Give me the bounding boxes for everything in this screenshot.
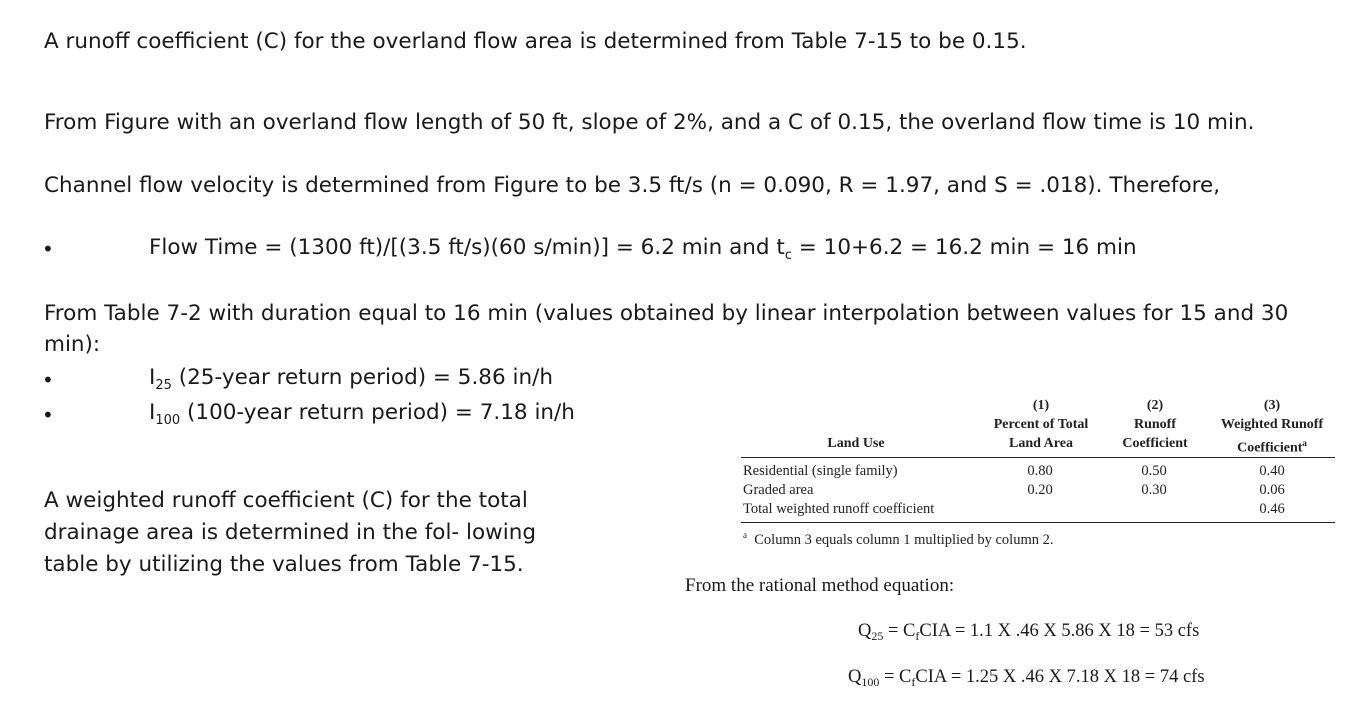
header-land-use: Land Use bbox=[827, 436, 885, 451]
weighted-cell: 0.06 bbox=[1259, 482, 1285, 498]
intensity-25-year bbox=[149, 365, 553, 393]
header-col3-line2 bbox=[1209, 434, 1335, 458]
table-rule-bottom bbox=[741, 522, 1335, 523]
header-col2-line1: Runoff bbox=[1133, 417, 1176, 432]
header-col1 bbox=[978, 396, 1104, 453]
intensity-subscript: 25 bbox=[155, 378, 172, 393]
bullet: • bbox=[42, 368, 54, 392]
intensity-text: (25-year return period) = 5.86 in/h bbox=[171, 365, 553, 390]
equation-rest: CIA = 1.1 X .46 X 5.86 X 18 = 53 cfs bbox=[919, 621, 1200, 641]
equation-q100 bbox=[848, 668, 1205, 687]
paragraph-table-7-2-line1: From Table 7-2 with duration equal to 16 min (values obtained by linear interpolation between values for 15 and 30 bbox=[44, 301, 1289, 326]
bullet: • bbox=[42, 237, 54, 261]
paragraph-channel-flow: Channel flow velocity is determined from Figure to be 3.5 ft/s (n = 0.090, R = 1.97, and S = .018). Therefore, bbox=[44, 173, 1221, 198]
runoff-cell: 0.30 bbox=[1141, 482, 1167, 498]
header-col3-word: Coefficient bbox=[1237, 440, 1303, 456]
header-col3 bbox=[1209, 396, 1335, 458]
q-symbol: Q bbox=[848, 667, 862, 687]
paragraph-runoff-coefficient: A runoff coefficient (C) for the overland flow area is determined from Table 7-15 to be 0.15. bbox=[44, 29, 1027, 54]
header-col2 bbox=[1112, 396, 1198, 453]
equals-c: = C bbox=[879, 667, 912, 687]
paragraph-weighted-line1: A weighted runoff coefficient (C) for the total bbox=[44, 488, 528, 513]
q-symbol: Q bbox=[858, 621, 872, 641]
footnote-mark: a bbox=[743, 530, 747, 540]
equation-rest: CIA = 1.25 X .46 X 7.18 X 18 = 74 cfs bbox=[915, 667, 1205, 687]
paragraph-overland-flow: From Figure with an overland flow length of 50 ft, slope of 2%, and a C of 0.15, the overland flow time is 10 min. bbox=[44, 110, 1255, 135]
footnote-text: Column 3 equals column 1 multiplied by column 2. bbox=[754, 531, 1054, 548]
paragraph-table-7-2-line2: min): bbox=[44, 332, 101, 357]
paragraph-weighted-line2: drainage area is determined in the fol- lowing bbox=[44, 520, 536, 545]
q-subscript: 25 bbox=[871, 629, 884, 643]
flow-time-part-a: Flow Time = (1300 ft)/[(3.5 ft/s)(60 s/min)] = 6.2 min and t bbox=[149, 235, 785, 260]
q-subscript: 100 bbox=[861, 675, 880, 689]
paragraph-weighted-line3: table by utilizing the values from Table 7-15. bbox=[44, 552, 524, 577]
flow-time-equation bbox=[149, 235, 1137, 263]
header-col1-line1: Percent of Total bbox=[993, 417, 1089, 432]
header-col2-line2: Coefficient bbox=[1122, 436, 1188, 451]
percent-cell: 0.80 bbox=[1027, 463, 1053, 479]
equals-c: = C bbox=[883, 621, 916, 641]
header-col3-footnote-mark: a bbox=[1302, 438, 1307, 448]
header-col2-number: (2) bbox=[1146, 398, 1164, 413]
paragraph-table-7-2 bbox=[44, 298, 1334, 361]
paragraph-weighted-coefficient bbox=[44, 485, 564, 581]
intensity-100-year bbox=[149, 400, 575, 428]
header-col1-line2: Land Area bbox=[1009, 436, 1073, 451]
cf-subscript: f bbox=[911, 675, 916, 689]
bullet: • bbox=[42, 403, 54, 427]
intensity-text: (100-year return period) = 7.18 in/h bbox=[180, 400, 575, 425]
header-col1-number: (1) bbox=[1032, 398, 1050, 413]
intensity-subscript: 100 bbox=[155, 413, 181, 428]
intensity-symbol: I bbox=[149, 365, 156, 390]
equation-q25 bbox=[858, 622, 1199, 641]
rational-method-intro: From the rational method equation: bbox=[685, 575, 955, 596]
land-use-cell: Residential (single family) bbox=[743, 463, 898, 479]
runoff-cell: 0.50 bbox=[1141, 463, 1167, 479]
total-label: Total weighted runoff coefficient bbox=[743, 501, 935, 517]
table-rule-top bbox=[741, 457, 1335, 458]
header-col3-line1: Weighted Runoff bbox=[1220, 417, 1324, 432]
weighted-cell: 0.40 bbox=[1259, 463, 1285, 479]
intensity-symbol: I bbox=[149, 400, 156, 425]
percent-cell: 0.20 bbox=[1027, 482, 1053, 498]
flow-time-part-b: = 10+6.2 = 16.2 min = 16 min bbox=[791, 235, 1137, 260]
header-col3-number: (3) bbox=[1263, 398, 1281, 413]
land-use-cell: Graded area bbox=[743, 482, 814, 498]
total-value: 0.46 bbox=[1259, 501, 1285, 517]
flow-time-subscript: c bbox=[784, 248, 792, 263]
table-footnote bbox=[743, 530, 1054, 549]
cf-subscript: f bbox=[915, 629, 920, 643]
